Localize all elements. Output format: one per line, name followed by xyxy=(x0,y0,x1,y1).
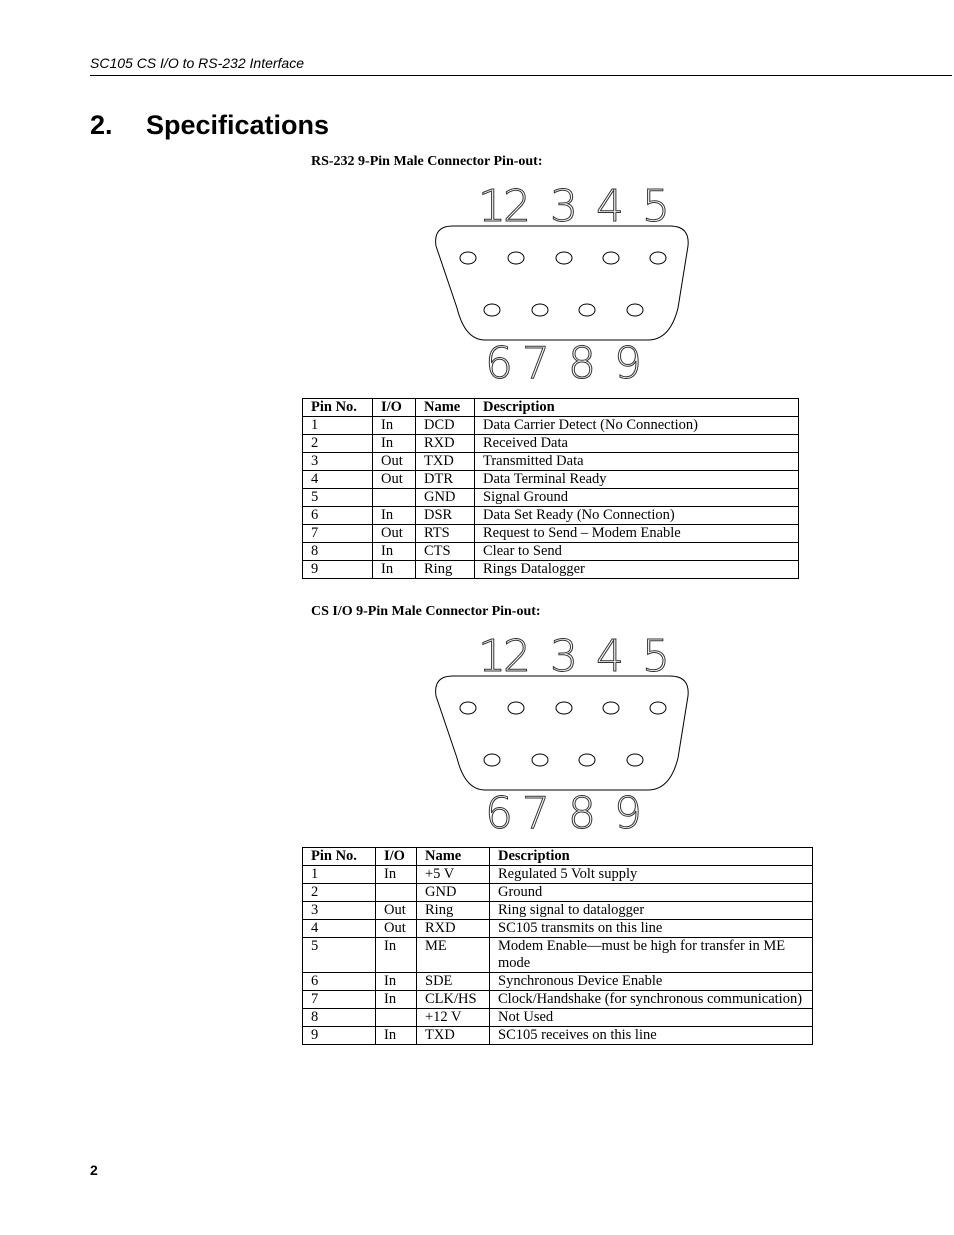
rs232-connector-shell xyxy=(436,226,689,340)
csio-pin-label-2: 2 xyxy=(503,633,531,682)
cell-io: In xyxy=(376,1027,417,1045)
cell-io: In xyxy=(376,991,417,1009)
cell-description: Clock/Handshake (for synchronous communication) xyxy=(490,991,813,1009)
section-number: 2. xyxy=(90,110,113,140)
csio-pin-hole-7 xyxy=(532,754,548,766)
cell-description: Data Carrier Detect (No Connection) xyxy=(475,417,799,435)
rs232-pin-label-1: 1 xyxy=(478,183,506,232)
rs232-pin-hole-9 xyxy=(627,304,643,316)
table-row xyxy=(303,417,799,435)
cell-name: GND xyxy=(416,489,475,507)
cell-pin: 7 xyxy=(303,991,376,1009)
cell-pin: 3 xyxy=(303,902,376,920)
cell-name: ME xyxy=(417,938,490,973)
cell-pin: 7 xyxy=(303,525,373,543)
cell-pin: 3 xyxy=(303,453,373,471)
cell-description: Clear to Send xyxy=(475,543,799,561)
table-header-row xyxy=(303,399,799,417)
rs232-pin-hole-8 xyxy=(579,304,595,316)
cell-description: Regulated 5 Volt supply xyxy=(490,866,813,884)
rs232-connector-diagram xyxy=(420,183,700,388)
cell-io xyxy=(373,489,416,507)
cell-pin: 2 xyxy=(303,884,376,902)
section-title: Specifications xyxy=(146,110,330,140)
cell-description: Signal Ground xyxy=(475,489,799,507)
cell-pin: 4 xyxy=(303,920,376,938)
rs232-pin-label-3: 3 xyxy=(550,183,578,232)
table-row xyxy=(303,1009,813,1027)
cell-io: Out xyxy=(376,902,417,920)
rs232-pin-hole-7 xyxy=(532,304,548,316)
table-row xyxy=(303,453,799,471)
table-row xyxy=(303,866,813,884)
csio-pin-hole-3 xyxy=(556,702,572,714)
page-number: 2 xyxy=(90,1162,98,1178)
csio-pin-label-3: 3 xyxy=(550,633,578,682)
rs232-pin-label-7: 7 xyxy=(522,338,550,388)
cell-description: Ground xyxy=(490,884,813,902)
cell-name: Ring xyxy=(416,561,475,579)
cell-pin: 6 xyxy=(303,973,376,991)
cell-pin: 5 xyxy=(303,489,373,507)
rs232-pin-hole-5 xyxy=(650,252,666,264)
csio-pinout-table xyxy=(302,847,813,1045)
cell-pin: 9 xyxy=(303,561,373,579)
csio-pin-label-4: 4 xyxy=(596,633,624,682)
cell-io: In xyxy=(373,417,416,435)
cell-io: Out xyxy=(376,920,417,938)
cell-io: In xyxy=(376,938,417,973)
table-row xyxy=(303,884,813,902)
csio-caption: CS I/O 9-Pin Male Connector Pin-out: xyxy=(311,604,541,619)
cell-name: +12 V xyxy=(417,1009,490,1027)
cell-pin: 4 xyxy=(303,471,373,489)
cell-name: TXD xyxy=(417,1027,490,1045)
header-rule xyxy=(90,75,952,76)
cell-io xyxy=(376,884,417,902)
col-header-description: Description xyxy=(490,848,813,866)
cell-name: +5 V xyxy=(417,866,490,884)
csio-pin-hole-6 xyxy=(484,754,500,766)
csio-pin-hole-8 xyxy=(579,754,595,766)
cell-name: RXD xyxy=(416,435,475,453)
cell-io: In xyxy=(373,543,416,561)
col-header-pin: Pin No. xyxy=(303,399,373,417)
csio-pin-label-1: 1 xyxy=(478,633,506,682)
csio-pin-label-6: 6 xyxy=(485,788,513,838)
table-row xyxy=(303,507,799,525)
table-row xyxy=(303,561,799,579)
table-row xyxy=(303,973,813,991)
rs232-pin-label-5: 5 xyxy=(642,183,670,232)
csio-pin-hole-9 xyxy=(627,754,643,766)
cell-pin: 8 xyxy=(303,543,373,561)
rs232-pin-hole-2 xyxy=(508,252,524,264)
csio-pin-label-7: 7 xyxy=(522,788,550,838)
cell-name: DTR xyxy=(416,471,475,489)
cell-io: In xyxy=(373,507,416,525)
cell-pin: 9 xyxy=(303,1027,376,1045)
cell-io: Out xyxy=(373,453,416,471)
cell-name: Ring xyxy=(417,902,490,920)
rs232-pin-label-4: 4 xyxy=(596,183,624,232)
cell-pin: 5 xyxy=(303,938,376,973)
cell-description: Request to Send – Modem Enable xyxy=(475,525,799,543)
col-header-pin: Pin No. xyxy=(303,848,376,866)
cell-name: CLK/HS xyxy=(417,991,490,1009)
cell-pin: 2 xyxy=(303,435,373,453)
cell-io: Out xyxy=(373,525,416,543)
cell-io xyxy=(376,1009,417,1027)
cell-name: DSR xyxy=(416,507,475,525)
rs232-pin-hole-1 xyxy=(460,252,476,264)
csio-pin-label-9: 9 xyxy=(614,788,642,838)
rs232-pin-hole-6 xyxy=(484,304,500,316)
cell-pin: 6 xyxy=(303,507,373,525)
cell-description: Data Set Ready (No Connection) xyxy=(475,507,799,525)
csio-pin-label-8: 8 xyxy=(568,788,596,838)
rs232-pin-hole-3 xyxy=(556,252,572,264)
section-heading xyxy=(90,110,329,141)
rs232-pin-label-2: 2 xyxy=(503,183,531,232)
col-header-description: Description xyxy=(475,399,799,417)
cell-io: Out xyxy=(373,471,416,489)
cell-name: DCD xyxy=(416,417,475,435)
cell-description: SC105 receives on this line xyxy=(490,1027,813,1045)
col-header-io: I/O xyxy=(376,848,417,866)
rs232-caption: RS-232 9-Pin Male Connector Pin-out: xyxy=(311,154,543,169)
table-row xyxy=(303,1027,813,1045)
csio-pin-hole-4 xyxy=(603,702,619,714)
table-row xyxy=(303,938,813,973)
cell-description: Rings Datalogger xyxy=(475,561,799,579)
cell-description: Data Terminal Ready xyxy=(475,471,799,489)
cell-name: TXD xyxy=(416,453,475,471)
rs232-pin-hole-4 xyxy=(603,252,619,264)
cell-io: In xyxy=(373,561,416,579)
cell-name: RTS xyxy=(416,525,475,543)
table-row xyxy=(303,543,799,561)
cell-description: Synchronous Device Enable xyxy=(490,973,813,991)
rs232-pin-label-6: 6 xyxy=(485,338,513,388)
cell-name: RXD xyxy=(417,920,490,938)
cell-pin: 8 xyxy=(303,1009,376,1027)
csio-pin-hole-5 xyxy=(650,702,666,714)
table-row xyxy=(303,902,813,920)
cell-io: In xyxy=(376,866,417,884)
table-row xyxy=(303,435,799,453)
rs232-pinout-table xyxy=(302,398,799,579)
cell-description: SC105 transmits on this line xyxy=(490,920,813,938)
cell-io: In xyxy=(373,435,416,453)
csio-pin-hole-1 xyxy=(460,702,476,714)
rs232-pin-label-8: 8 xyxy=(568,338,596,388)
col-header-name: Name xyxy=(417,848,490,866)
table-row xyxy=(303,489,799,507)
col-header-name: Name xyxy=(416,399,475,417)
csio-connector-diagram xyxy=(420,633,700,838)
table-row xyxy=(303,991,813,1009)
cell-description: Received Data xyxy=(475,435,799,453)
table-row xyxy=(303,920,813,938)
csio-connector-shell xyxy=(436,676,689,790)
cell-description: Transmitted Data xyxy=(475,453,799,471)
col-header-io: I/O xyxy=(373,399,416,417)
csio-pin-hole-2 xyxy=(508,702,524,714)
table-header-row xyxy=(303,848,813,866)
running-header: SC105 CS I/O to RS-232 Interface xyxy=(90,55,304,71)
rs232-pin-label-9: 9 xyxy=(614,338,642,388)
cell-pin: 1 xyxy=(303,417,373,435)
cell-description: Not Used xyxy=(490,1009,813,1027)
cell-name: CTS xyxy=(416,543,475,561)
cell-pin: 1 xyxy=(303,866,376,884)
table-row xyxy=(303,525,799,543)
cell-name: SDE xyxy=(417,973,490,991)
cell-description: Ring signal to datalogger xyxy=(490,902,813,920)
cell-name: GND xyxy=(417,884,490,902)
table-row xyxy=(303,471,799,489)
cell-description: Modem Enable—must be high for transfer in ME mode xyxy=(490,938,813,973)
csio-pin-label-5: 5 xyxy=(642,633,670,682)
cell-io: In xyxy=(376,973,417,991)
